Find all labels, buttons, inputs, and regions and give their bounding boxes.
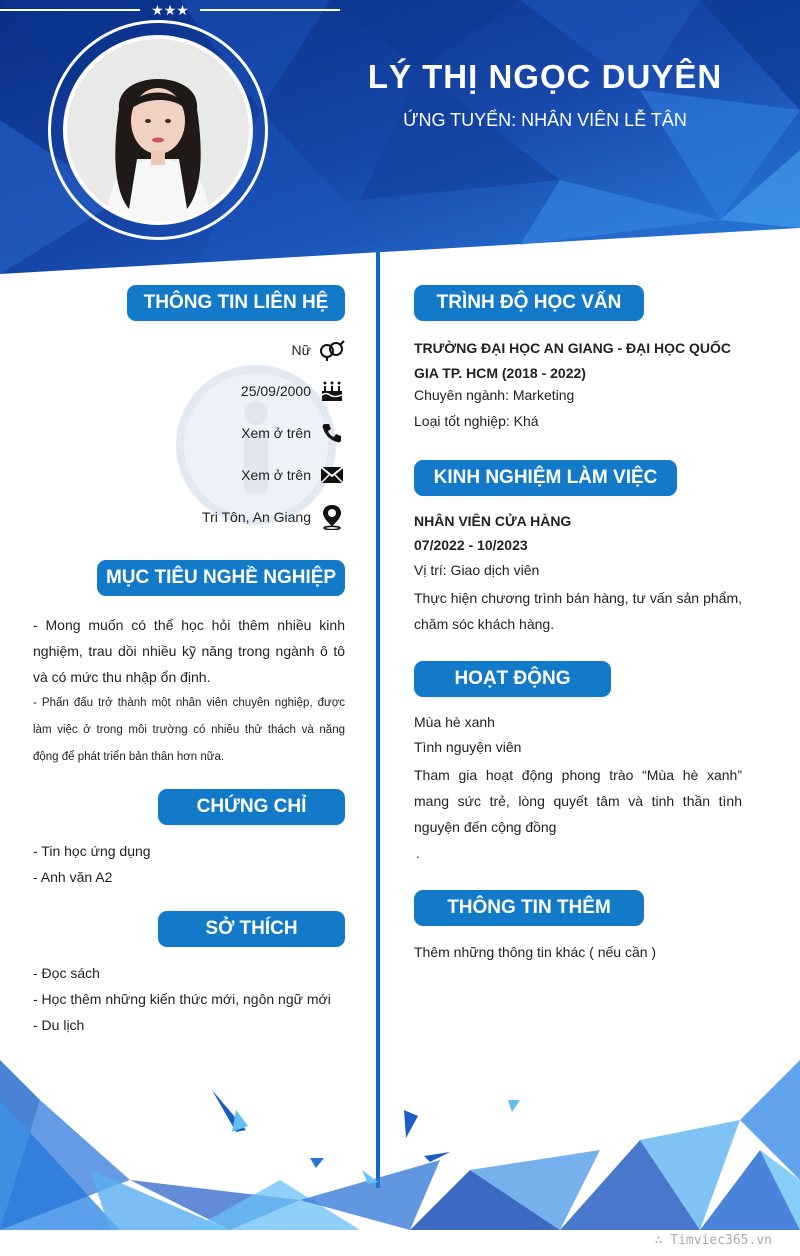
certificate-item: - Anh văn A2 xyxy=(33,869,113,885)
activity-description: Tham gia hoạt động phong trào “Mùa hè xanh” mang sức trẻ, lòng quyết tâm và tinh thần tình nguyện đến cộng đồng xyxy=(414,767,742,835)
phone-icon xyxy=(319,420,345,446)
objective-paragraph-2: - Phấn đấu trở thành một nhân viên chuyên nghiệp, được làm việc ở trong môi trường có nhiều thử thách và năng động để phát triển bản thân hơn nữa. xyxy=(33,697,345,763)
extra-text: Thêm những thông tin khác ( nếu cần ) xyxy=(414,944,657,960)
cake-icon xyxy=(319,378,345,404)
activities-heading: HOẠT ĐỘNG xyxy=(414,661,611,697)
profile-photo xyxy=(63,35,253,225)
education-major: Chuyên ngành: Marketing xyxy=(414,387,575,403)
education-school: TRƯỜNG ĐẠI HỌC AN GIANG - ĐẠI HỌC QUỐC GIA TP. HCM (2018 - 2022) xyxy=(414,340,732,381)
candidate-name: LÝ THỊ NGỌC DUYÊN xyxy=(367,58,723,95)
location-pin-icon xyxy=(319,504,345,530)
header-banner xyxy=(0,0,800,280)
email-value: Xem ở trên xyxy=(241,467,311,483)
contact-phone xyxy=(150,420,345,446)
experience-heading: KINH NGHIỆM LÀM VIỆC xyxy=(414,460,677,496)
contact-email xyxy=(150,462,345,488)
objective-heading: MỤC TIÊU NGHỀ NGHIỆP xyxy=(97,560,345,596)
gender-icon xyxy=(319,337,345,363)
education-grade: Loại tốt nghiệp: Khá xyxy=(414,413,539,429)
contact-address xyxy=(150,504,345,530)
hobby-item: - Đọc sách xyxy=(33,965,100,981)
activity-line: Tình nguyện viên xyxy=(414,739,522,755)
address-value: Tri Tôn, An Giang xyxy=(202,509,311,525)
brand-watermark: ∴ Timviec365.vn xyxy=(654,1233,772,1248)
experience-description: Thực hiện chương trình bán hàng, tư vấn sản phẩm, chăm sóc khách hàng. xyxy=(414,590,742,632)
footer-polygons xyxy=(0,1060,800,1230)
contact-gender xyxy=(150,337,345,363)
phone-value: Xem ở trên xyxy=(241,425,311,441)
extra-heading: THÔNG TIN THÊM xyxy=(414,890,644,926)
contact-birthday xyxy=(150,378,345,404)
footer-decoration xyxy=(0,1060,800,1230)
certificate-item: - Tin học ứng dụng xyxy=(33,843,151,859)
title-divider xyxy=(0,0,340,20)
gender-value: Nữ xyxy=(291,342,311,358)
envelope-icon xyxy=(319,462,345,488)
objective-paragraph-1: - Mong muốn có thể học hỏi thêm nhiều kinh nghiệm, trau dồi nhiều kỹ năng trong ngành ô tô và có mức thu nhập ổn định. xyxy=(33,617,345,685)
experience-role: NHÂN VIÊN CỬA HÀNG xyxy=(414,513,572,529)
education-heading: TRÌNH ĐỘ HỌC VẤN xyxy=(414,285,644,321)
svg-text:★★★: ★★★ xyxy=(151,3,189,19)
experience-period: 07/2022 - 10/2023 xyxy=(414,537,528,553)
hobby-item: - Học thêm những kiến thức mới, ngôn ngữ mới xyxy=(33,991,331,1007)
birthday-value: 25/09/2000 xyxy=(240,383,311,399)
column-divider xyxy=(376,248,380,1188)
contact-heading: THÔNG TIN LIÊN HỆ xyxy=(127,285,345,321)
activity-dot: . xyxy=(416,845,420,861)
hobby-item: - Du lịch xyxy=(33,1017,85,1033)
applied-position: ỨNG TUYỂN: NHÂN VIÊN LỄ TÂN xyxy=(403,110,687,130)
hobbies-heading: SỞ THÍCH xyxy=(158,911,345,947)
experience-position: Vị trí: Giao dịch viên xyxy=(414,562,540,578)
certificates-heading: CHỨNG CHỈ xyxy=(158,789,345,825)
activity-line: Mùa hè xanh xyxy=(414,714,495,730)
